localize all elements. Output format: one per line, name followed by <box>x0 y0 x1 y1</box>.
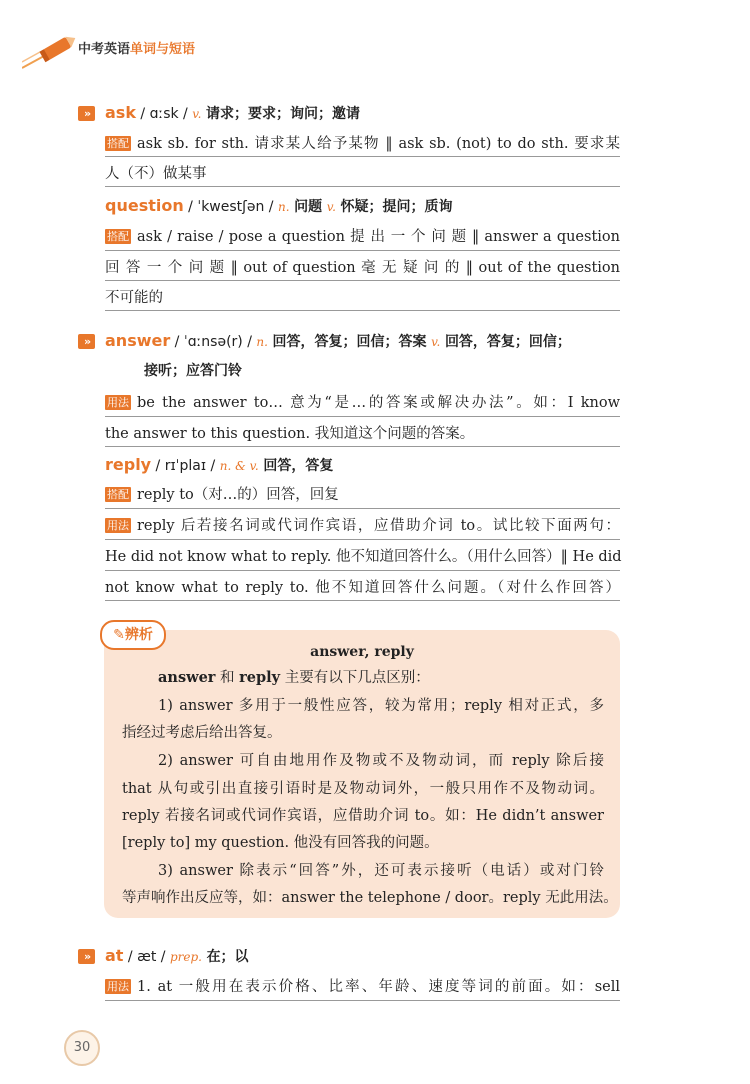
divider <box>105 446 620 447</box>
note-line: that 从句或引出直接引语时是及物动词外，一般只用作不及物动词。 <box>122 781 604 797</box>
note-line: 3) answer 除表示“回答”外，还可表示接听（电话）或对门铃 <box>158 863 604 879</box>
entry-marker-icon: » <box>78 949 95 964</box>
divider <box>105 250 620 251</box>
divider <box>105 508 620 509</box>
entry-marker-icon: » <box>78 106 95 121</box>
collocation-line: 搭配 reply to（对…的）回答，回复 <box>107 487 339 503</box>
note-line: 指经过考虑后给出答复。 <box>122 725 282 741</box>
note-line: 1) answer 多用于一般性应答，较为常用；reply 相对正式，多 <box>158 698 604 714</box>
collocation-line: 回 答 一 个 问 题 ‖ out of question 毫 无 疑 问 的 ‖ out of the question <box>105 260 620 276</box>
collocation-tag: 搭配 <box>107 230 129 243</box>
note-line: [reply to] my question. 他没有回答我的问题。 <box>122 835 439 851</box>
page-number: 30 <box>64 1030 100 1066</box>
collocation-tag: 搭配 <box>107 488 129 501</box>
definition-continued: 接听；应答门铃 <box>144 363 242 379</box>
collocation-line: 搭配 ask / raise / pose a question 提 出 一 个 问 题 ‖ answer a question <box>107 229 620 245</box>
pencil-icon: ✎ <box>113 627 125 643</box>
headword-line-ask: ask / ɑːsk / v. 请求；要求；询问；邀请 <box>105 103 360 122</box>
collocation-line: 不可能的 <box>105 290 163 306</box>
pencil-icon <box>22 28 78 72</box>
headword-line-question: question / ˈkwestʃən / n. 问题 v. 怀疑；提问；质询 <box>105 196 453 215</box>
headword-line-reply: reply / rɪˈplaɪ / n. & v. 回答，答复 <box>105 455 334 474</box>
divider <box>105 186 620 187</box>
usage-tag: 用法 <box>107 396 129 409</box>
usage-tag: 用法 <box>107 980 129 993</box>
usage-tag: 用法 <box>107 519 129 532</box>
note-line: 等声响作出反应等，如：answer the telephone / door。reply 无此用法。 <box>122 890 618 906</box>
divider <box>105 416 620 417</box>
usage-line: He did not know what to reply. 他不知道回答什么。（用什么回答）‖ He did <box>105 549 622 565</box>
usage-line: 用法 be the answer to… 意为“是…的答案或解决办法”。如：I know <box>107 395 620 411</box>
divider <box>105 600 620 601</box>
divider <box>105 310 620 311</box>
headword-line-answer: answer / ˈɑːnsə(r) / n. 回答，答复；回信；答案 v. 回答，答复；回信； <box>105 331 571 350</box>
usage-line: 用法 1. at 一般用在表示价格、比率、年龄、速度等词的前面。如：sell <box>107 979 620 995</box>
entry-marker-icon: » <box>78 334 95 349</box>
note-intro: answer 和 reply 主要有以下几点区别： <box>158 669 430 686</box>
running-header: 中考英语单词与短语 <box>78 42 196 57</box>
usage-line: the answer to this question. 我知道这个问题的答案。 <box>105 426 475 442</box>
divider <box>105 156 620 157</box>
headword-line-at: at / æt / prep. 在；以 <box>105 946 249 965</box>
note-title: answer, reply <box>310 644 414 660</box>
collocation-line: 人（不）做某事 <box>105 166 207 182</box>
collocation-line: 搭配 ask sb. for sth. 请求某人给予某物 ‖ ask sb. (not) to do sth. 要求某 <box>107 136 620 152</box>
note-badge: ✎辨析 <box>100 620 166 650</box>
note-line: 2) answer 可自由地用作及物或不及物动词，而 reply 除后接 <box>158 753 604 769</box>
collocation-tag: 搭配 <box>107 137 129 150</box>
divider <box>105 1000 620 1001</box>
usage-line: not know what to reply to. 他不知道回答什么问题。（对什么作回答） <box>105 580 620 596</box>
divider <box>105 570 620 571</box>
usage-line: 用法 reply 后若接名词或代词作宾语，应借助介词 to。试比较下面两句： <box>107 518 620 534</box>
divider <box>105 539 620 540</box>
note-line: reply 若接名词或代词作宾语，应借助介词 to。如：He didn’t answer <box>122 808 604 824</box>
divider <box>105 280 620 281</box>
